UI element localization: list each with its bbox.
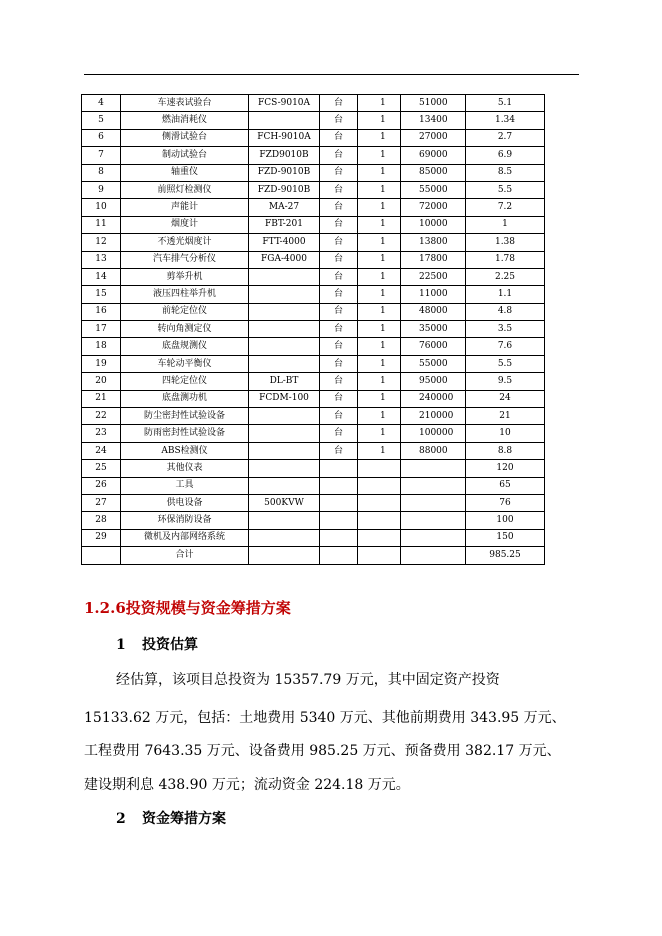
cell-model bbox=[249, 268, 320, 285]
cell-total: 24 bbox=[466, 390, 545, 407]
cell-unit-price bbox=[401, 460, 466, 477]
cell-number: 25 bbox=[82, 460, 121, 477]
cell-unit: 台 bbox=[320, 390, 358, 407]
cell-equipment-name: 防尘密封性试验设备 bbox=[121, 408, 249, 425]
cell-unit: 台 bbox=[320, 408, 358, 425]
cell-unit: 台 bbox=[320, 216, 358, 233]
cell-number: 18 bbox=[82, 338, 121, 355]
cell-equipment-name: 底盘规测仪 bbox=[121, 338, 249, 355]
cell-quantity: 1 bbox=[358, 286, 401, 303]
cell-equipment-name: 制动试验台 bbox=[121, 147, 249, 164]
cell-unit-price: 22500 bbox=[401, 268, 466, 285]
cell-quantity: 1 bbox=[358, 112, 401, 129]
cell-number: 10 bbox=[82, 199, 121, 216]
cell-number: 23 bbox=[82, 425, 121, 442]
cell-total: 6.9 bbox=[466, 147, 545, 164]
cell-quantity: 1 bbox=[358, 251, 401, 268]
cell-total: 8.5 bbox=[466, 164, 545, 181]
table-row bbox=[82, 164, 545, 181]
table-row bbox=[82, 112, 545, 129]
cell-total: 5.1 bbox=[466, 95, 545, 112]
cell-total: 7.2 bbox=[466, 199, 545, 216]
cell-quantity bbox=[358, 529, 401, 546]
cell-total: 5.5 bbox=[466, 355, 545, 372]
subsection-title: 投资估算 bbox=[142, 637, 198, 653]
cell-quantity: 1 bbox=[358, 355, 401, 372]
cell-quantity: 1 bbox=[358, 216, 401, 233]
cell-equipment-name: 环保消防设备 bbox=[121, 512, 249, 529]
cell-quantity: 1 bbox=[358, 95, 401, 112]
section-title: 1.2.6投资规模与资金筹措方案 bbox=[84, 599, 291, 617]
cell-number: 5 bbox=[82, 112, 121, 129]
cell-model: DL-BT bbox=[249, 373, 320, 390]
cell-unit bbox=[320, 477, 358, 494]
cell-total: 65 bbox=[466, 477, 545, 494]
header-rule bbox=[84, 74, 579, 75]
cell-quantity bbox=[358, 477, 401, 494]
cell-unit: 台 bbox=[320, 321, 358, 338]
cell-equipment-name: 液压四柱举升机 bbox=[121, 286, 249, 303]
table-row bbox=[82, 286, 545, 303]
cell-total: 1 bbox=[466, 216, 545, 233]
cell-equipment-name: 合计 bbox=[121, 547, 249, 564]
cell-quantity: 1 bbox=[358, 199, 401, 216]
cell-quantity bbox=[358, 547, 401, 564]
cell-model bbox=[249, 112, 320, 129]
cell-quantity bbox=[358, 460, 401, 477]
cell-equipment-name: 四轮定位仪 bbox=[121, 373, 249, 390]
cell-total: 5.5 bbox=[466, 181, 545, 198]
cell-number: 13 bbox=[82, 251, 121, 268]
cell-model: FCH-9010A bbox=[249, 129, 320, 146]
cell-model bbox=[249, 338, 320, 355]
cell-unit-price: 210000 bbox=[401, 408, 466, 425]
cell-equipment-name: 声能计 bbox=[121, 199, 249, 216]
cell-equipment-name: ABS检测仪 bbox=[121, 442, 249, 459]
cell-number: 15 bbox=[82, 286, 121, 303]
cell-unit: 台 bbox=[320, 268, 358, 285]
cell-quantity: 1 bbox=[358, 147, 401, 164]
cell-unit-price: 69000 bbox=[401, 147, 466, 164]
cell-model: FGA-4000 bbox=[249, 251, 320, 268]
cell-quantity bbox=[358, 494, 401, 511]
cell-model bbox=[249, 547, 320, 564]
cell-equipment-name: 底盘测功机 bbox=[121, 390, 249, 407]
paragraph-line: 经估算，该项目总投资为 15357.79 万元，其中固定资产投资 bbox=[116, 672, 500, 688]
cell-unit bbox=[320, 547, 358, 564]
cell-unit-price: 27000 bbox=[401, 129, 466, 146]
cell-number: 17 bbox=[82, 321, 121, 338]
cell-model bbox=[249, 303, 320, 320]
cell-unit-price: 95000 bbox=[401, 373, 466, 390]
cell-quantity: 1 bbox=[358, 442, 401, 459]
table-row bbox=[82, 512, 545, 529]
cell-total: 8.8 bbox=[466, 442, 545, 459]
cell-total: 2.25 bbox=[466, 268, 545, 285]
cell-model: FCDM-100 bbox=[249, 390, 320, 407]
cell-equipment-name: 燃油消耗仪 bbox=[121, 112, 249, 129]
cell-unit-price: 35000 bbox=[401, 321, 466, 338]
cell-model: MA-27 bbox=[249, 199, 320, 216]
cell-number: 27 bbox=[82, 494, 121, 511]
table-row bbox=[82, 408, 545, 425]
cell-unit bbox=[320, 460, 358, 477]
cell-number: 24 bbox=[82, 442, 121, 459]
table-row bbox=[82, 147, 545, 164]
cell-number: 12 bbox=[82, 234, 121, 251]
table-row bbox=[82, 338, 545, 355]
cell-number: 28 bbox=[82, 512, 121, 529]
cell-total: 1.78 bbox=[466, 251, 545, 268]
cell-unit: 台 bbox=[320, 199, 358, 216]
cell-number: 22 bbox=[82, 408, 121, 425]
cell-quantity: 1 bbox=[358, 164, 401, 181]
cell-equipment-name: 前轮定位仪 bbox=[121, 303, 249, 320]
cell-unit-price: 55000 bbox=[401, 355, 466, 372]
cell-unit-price: 51000 bbox=[401, 95, 466, 112]
cell-total: 100 bbox=[466, 512, 545, 529]
cell-model: FTT-4000 bbox=[249, 234, 320, 251]
cell-model bbox=[249, 529, 320, 546]
cell-equipment-name: 侧滑试验台 bbox=[121, 129, 249, 146]
cell-unit-price: 240000 bbox=[401, 390, 466, 407]
subsection-number: 2 bbox=[116, 811, 126, 827]
cell-number bbox=[82, 547, 121, 564]
cell-total: 76 bbox=[466, 494, 545, 511]
table-row bbox=[82, 95, 545, 112]
table-row bbox=[82, 494, 545, 511]
table-row bbox=[82, 477, 545, 494]
cell-unit: 台 bbox=[320, 181, 358, 198]
cell-equipment-name: 剪举升机 bbox=[121, 268, 249, 285]
equipment-table-body bbox=[82, 95, 545, 565]
table-row bbox=[82, 425, 545, 442]
cell-quantity: 1 bbox=[358, 234, 401, 251]
table-row bbox=[82, 460, 545, 477]
subsection-financing-plan bbox=[116, 808, 226, 828]
paragraph-line: 15133.62 万元，包括：土地费用 5340 万元、其他前期费用 343.95 万元、 bbox=[84, 710, 566, 726]
cell-unit bbox=[320, 512, 358, 529]
cell-equipment-name: 烟度计 bbox=[121, 216, 249, 233]
cell-model bbox=[249, 442, 320, 459]
cell-unit-price bbox=[401, 477, 466, 494]
cell-equipment-name: 汽车排气分析仪 bbox=[121, 251, 249, 268]
cell-number: 6 bbox=[82, 129, 121, 146]
cell-model bbox=[249, 460, 320, 477]
cell-number: 16 bbox=[82, 303, 121, 320]
cell-quantity: 1 bbox=[358, 303, 401, 320]
cell-quantity bbox=[358, 512, 401, 529]
cell-quantity: 1 bbox=[358, 268, 401, 285]
cell-quantity: 1 bbox=[358, 408, 401, 425]
cell-model bbox=[249, 286, 320, 303]
cell-unit-price: 88000 bbox=[401, 442, 466, 459]
cell-total: 1.1 bbox=[466, 286, 545, 303]
cell-unit: 台 bbox=[320, 373, 358, 390]
cell-unit-price bbox=[401, 494, 466, 511]
cell-unit: 台 bbox=[320, 129, 358, 146]
cell-model bbox=[249, 408, 320, 425]
cell-unit-price: 13400 bbox=[401, 112, 466, 129]
cell-unit-price: 17800 bbox=[401, 251, 466, 268]
cell-unit-price bbox=[401, 529, 466, 546]
cell-model: 500KVW bbox=[249, 494, 320, 511]
cell-unit-price: 13800 bbox=[401, 234, 466, 251]
cell-number: 7 bbox=[82, 147, 121, 164]
cell-quantity: 1 bbox=[358, 390, 401, 407]
cell-unit-price bbox=[401, 547, 466, 564]
cell-equipment-name: 车速表试验台 bbox=[121, 95, 249, 112]
cell-unit: 台 bbox=[320, 303, 358, 320]
cell-number: 20 bbox=[82, 373, 121, 390]
cell-equipment-name: 转向角测定仪 bbox=[121, 321, 249, 338]
cell-equipment-name: 车轮动平衡仪 bbox=[121, 355, 249, 372]
cell-quantity: 1 bbox=[358, 373, 401, 390]
cell-quantity: 1 bbox=[358, 129, 401, 146]
cell-total: 4.8 bbox=[466, 303, 545, 320]
equipment-table bbox=[81, 94, 545, 565]
table-row bbox=[82, 251, 545, 268]
cell-number: 19 bbox=[82, 355, 121, 372]
paragraph-line: 建设期利息 438.90 万元；流动资金 224.18 万元。 bbox=[84, 777, 410, 793]
cell-unit: 台 bbox=[320, 425, 358, 442]
cell-number: 9 bbox=[82, 181, 121, 198]
cell-model bbox=[249, 512, 320, 529]
cell-equipment-name: 工具 bbox=[121, 477, 249, 494]
cell-unit-price: 10000 bbox=[401, 216, 466, 233]
cell-unit-price: 100000 bbox=[401, 425, 466, 442]
table-row bbox=[82, 373, 545, 390]
cell-unit: 台 bbox=[320, 147, 358, 164]
cell-number: 21 bbox=[82, 390, 121, 407]
table-row bbox=[82, 268, 545, 285]
cell-number: 4 bbox=[82, 95, 121, 112]
cell-model: FBT-201 bbox=[249, 216, 320, 233]
subsection-number: 1 bbox=[116, 637, 126, 653]
subsection-title: 资金筹措方案 bbox=[142, 811, 226, 827]
cell-unit: 台 bbox=[320, 442, 358, 459]
cell-unit bbox=[320, 529, 358, 546]
cell-unit-price: 11000 bbox=[401, 286, 466, 303]
cell-quantity: 1 bbox=[358, 425, 401, 442]
cell-unit: 台 bbox=[320, 95, 358, 112]
cell-equipment-name: 其他仪表 bbox=[121, 460, 249, 477]
cell-total: 7.6 bbox=[466, 338, 545, 355]
cell-number: 8 bbox=[82, 164, 121, 181]
cell-equipment-name: 供电设备 bbox=[121, 494, 249, 511]
cell-unit-price: 72000 bbox=[401, 199, 466, 216]
cell-total: 3.5 bbox=[466, 321, 545, 338]
cell-unit-price bbox=[401, 512, 466, 529]
cell-total: 9.5 bbox=[466, 373, 545, 390]
cell-equipment-name: 不透光烟度计 bbox=[121, 234, 249, 251]
cell-equipment-name: 前照灯检测仪 bbox=[121, 181, 249, 198]
cell-quantity: 1 bbox=[358, 321, 401, 338]
cell-number: 11 bbox=[82, 216, 121, 233]
cell-unit-price: 85000 bbox=[401, 164, 466, 181]
cell-unit: 台 bbox=[320, 338, 358, 355]
cell-model bbox=[249, 477, 320, 494]
cell-total: 2.7 bbox=[466, 129, 545, 146]
cell-total: 21 bbox=[466, 408, 545, 425]
table-row bbox=[82, 321, 545, 338]
cell-unit: 台 bbox=[320, 355, 358, 372]
table-row bbox=[82, 199, 545, 216]
cell-quantity: 1 bbox=[358, 181, 401, 198]
cell-equipment-name: 微机及内部网络系统 bbox=[121, 529, 249, 546]
cell-unit: 台 bbox=[320, 251, 358, 268]
subsection-investment-estimate bbox=[116, 634, 198, 654]
table-row bbox=[82, 355, 545, 372]
cell-number: 14 bbox=[82, 268, 121, 285]
cell-unit: 台 bbox=[320, 286, 358, 303]
cell-model: FZD-9010B bbox=[249, 164, 320, 181]
cell-unit: 台 bbox=[320, 164, 358, 181]
cell-unit-price: 55000 bbox=[401, 181, 466, 198]
cell-total: 985.25 bbox=[466, 547, 545, 564]
cell-unit: 台 bbox=[320, 112, 358, 129]
cell-equipment-name: 防雨密封性试验设备 bbox=[121, 425, 249, 442]
cell-unit-price: 48000 bbox=[401, 303, 466, 320]
table-row bbox=[82, 529, 545, 546]
cell-model: FZD-9010B bbox=[249, 181, 320, 198]
cell-total: 1.38 bbox=[466, 234, 545, 251]
table-row bbox=[82, 442, 545, 459]
cell-model bbox=[249, 355, 320, 372]
cell-model bbox=[249, 425, 320, 442]
paragraph-line: 工程费用 7643.35 万元、设备费用 985.25 万元、预备费用 382.17 万元、 bbox=[84, 743, 561, 759]
cell-total: 120 bbox=[466, 460, 545, 477]
table-row bbox=[82, 234, 545, 251]
table-row bbox=[82, 390, 545, 407]
cell-quantity: 1 bbox=[358, 338, 401, 355]
cell-equipment-name: 轴重仪 bbox=[121, 164, 249, 181]
table-row bbox=[82, 547, 545, 564]
cell-model: FCS-9010A bbox=[249, 95, 320, 112]
cell-unit bbox=[320, 494, 358, 511]
cell-total: 1.34 bbox=[466, 112, 545, 129]
table-row bbox=[82, 216, 545, 233]
cell-unit: 台 bbox=[320, 234, 358, 251]
table-row bbox=[82, 181, 545, 198]
table-row bbox=[82, 303, 545, 320]
cell-model bbox=[249, 321, 320, 338]
cell-total: 150 bbox=[466, 529, 545, 546]
cell-model: FZD9010B bbox=[249, 147, 320, 164]
cell-number: 29 bbox=[82, 529, 121, 546]
cell-unit-price: 76000 bbox=[401, 338, 466, 355]
cell-number: 26 bbox=[82, 477, 121, 494]
table-row bbox=[82, 129, 545, 146]
cell-total: 10 bbox=[466, 425, 545, 442]
